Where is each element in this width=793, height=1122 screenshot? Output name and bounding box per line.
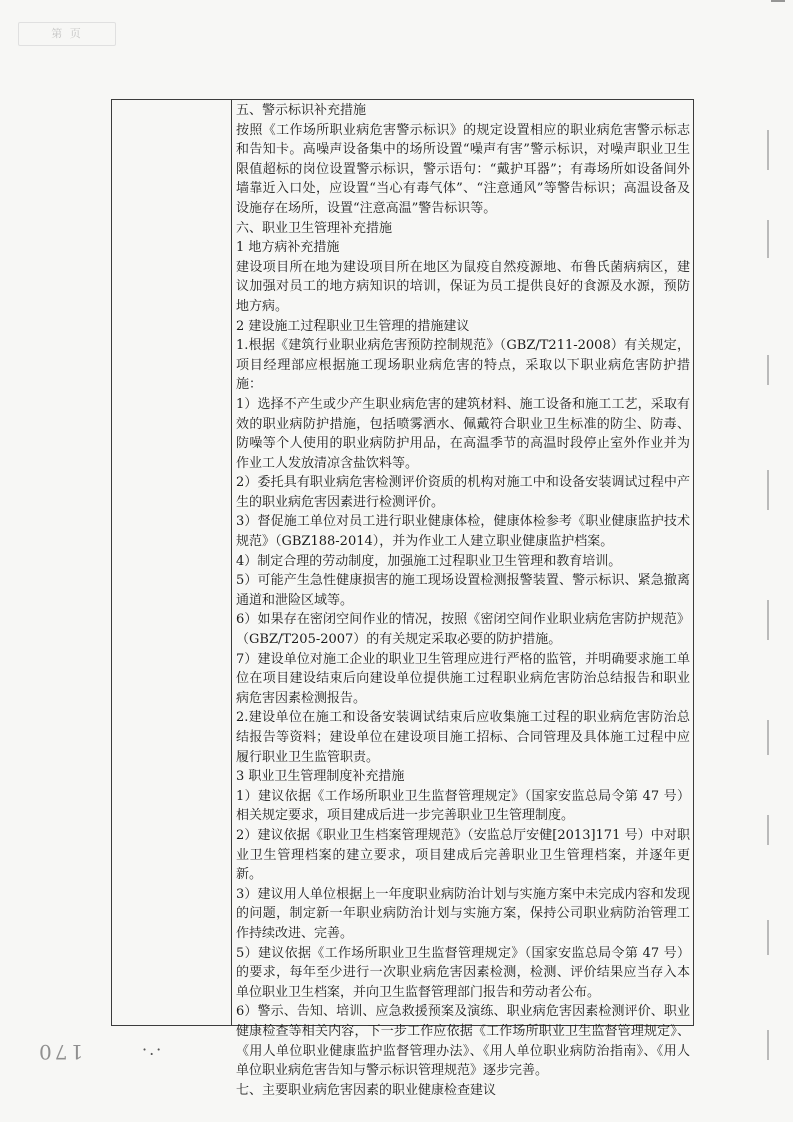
section-heading-health-check: 七、主要职业病危害因素的职业健康检查建议 — [236, 1082, 497, 1098]
corner-mark — [771, 0, 785, 16]
list-item: 1）建议依据《工作场所职业卫生监督管理规定》（国家安监总局令第 47 号）相关规定要求，项目建成后进一步完善职业卫生管理制度。 — [236, 788, 690, 824]
list-item: 2）建议依据《职业卫生档案管理规范》（安监总厅安健[2013]171 号）中对职业卫生管理档案的建立要求，项目建成后完善职业卫生管理档案，并逐年更新。 — [236, 827, 690, 883]
list-item: 3）建议用人单位根据上一年度职业病防治计划与实施方案中未完成内容和发现的问题，制定新一年职业病防治计划与实施方案，保持公司职业病防治管理工作持续改进、完善。 — [236, 886, 690, 941]
document-table — [111, 99, 694, 1098]
paragraph: 1.根据《建筑行业职业病危害预防控制规范》（GBZ/T211-2008）有关规定，项目经理部应根据施工现场职业病危害的特点，采取以下职业病危害防护措施： — [236, 338, 690, 393]
list-item: 6）如果存在密闭空间作业的情况，按照《密闭空间作业职业病危害防护规范》（GBZ/T205-2007）的有关规定采取必要的防护措施。 — [236, 612, 690, 648]
table-content-cell — [232, 100, 694, 1098]
section-heading-management: 六、职业卫生管理补充措施 — [236, 220, 393, 236]
list-item: 7）建设单位对施工企业的职业卫生管理应进行严格的监管，并明确要求施工单位在项目建设结束后向建设单位提供施工过程职业病危害防治总结报告和职业病危害因素检测报告。 — [236, 651, 690, 706]
list-item: 3）督促施工单位对员工进行职业健康体检，健康体检参考《职业健康监护技术规范》（GBZ188-2014），并为作业工人建立职业健康监护档案。 — [236, 514, 690, 550]
page-number: 170 — [36, 1040, 84, 1064]
subheading: 1 地方病补充措施 — [236, 240, 340, 256]
scan-dots: ·.· — [142, 1040, 164, 1059]
list-item: 4）制定合理的劳动制度，加强施工过程职业卫生管理和教育培训。 — [236, 553, 622, 569]
binding-mark — [767, 220, 769, 258]
binding-mark — [767, 600, 769, 640]
binding-mark — [767, 1030, 769, 1060]
list-item: 5）可能产生急性健康损害的施工现场设置检测报警装置、警示标识、紧急撤离通道和泄险区域等。 — [236, 573, 690, 608]
subheading: 2 建设施工过程职业卫生管理的措施建议 — [236, 318, 470, 334]
paragraph: 2.建设单位在施工和设备安装调试结束后应收集施工过程的职业病危害防治总结报告等资料；建设单位在建设项目施工招标、合同管理及具体施工过程中应履行职业卫生监管职责。 — [236, 710, 690, 765]
binding-mark — [767, 815, 769, 845]
subheading: 3 职业卫生管理制度补充措施 — [236, 769, 405, 785]
list-item: 6）警示、告知、培训、应急救援预案及演练、职业病危害因素检测评价、职业健康检查等相关内容，下一步工作应依据《工作场所职业卫生监督管理规定》、《用人单位职业健康监护监督管理办法》、《用人单位职业病防治指南》、《用人单位职业病危害告知与警示标识管理规范》逐步完善。 — [236, 1004, 690, 1079]
section-heading-warning-signs: 五、警示标识补充措施 — [236, 103, 367, 118]
table-left-column — [112, 100, 232, 1025]
list-item: 1）选择不产生或少产生职业病危害的建筑材料、施工设备和施工工艺，采取有效的职业病防护措施，包括喷雾洒水、佩戴符合职业卫生标准的防尘、防毒、防噪等个人使用的职业病防护用品，在高温季节的高温时段停止室外作业并为作业工人发放清凉含盐饮料等。 — [236, 396, 690, 471]
binding-mark — [767, 470, 769, 510]
binding-mark — [767, 720, 769, 755]
list-item: 2）委托具有职业病危害检测评价资质的机构对施工中和设备安装调试过程中产生的职业病危害因素进行检测评价。 — [236, 475, 690, 510]
list-item: 5）建议依据《工作场所职业卫生监督管理规定》（国家安监总局令第 47 号）的要求，每年至少进行一次职业病危害因素检测，检测、评价结果应当存入本单位职业卫生档案，并向卫生监督管理部门报告和劳动者公布。 — [236, 945, 690, 1000]
binding-mark — [767, 920, 769, 955]
binding-mark — [767, 130, 769, 170]
page-stamp: 第 页 — [18, 22, 116, 46]
paragraph: 按照《工作场所职业病危害警示标识》的规定设置相应的职业病危害警示标志和告知卡。高噪声设备集中的场所设置“噪声有害”警示标识，对噪声职业卫生限值超标的岗位设置警示标识，警示语句：“戴护耳器”；有毒场所如设备间外墙靠近入口处，应设置“当心有毒气体”、“注意通风”等警告标识；高温设备及设施存在场所，设置“注意高温”警告标识等。 — [236, 122, 690, 216]
paragraph: 建设项目所在地为建设项目所在地区为鼠疫自然疫源地、布鲁氏菌病病区，建议加强对员工的地方病知识的培训，保证为员工提供良好的食源及水源，预防地方病。 — [236, 259, 690, 314]
binding-mark — [767, 355, 769, 385]
